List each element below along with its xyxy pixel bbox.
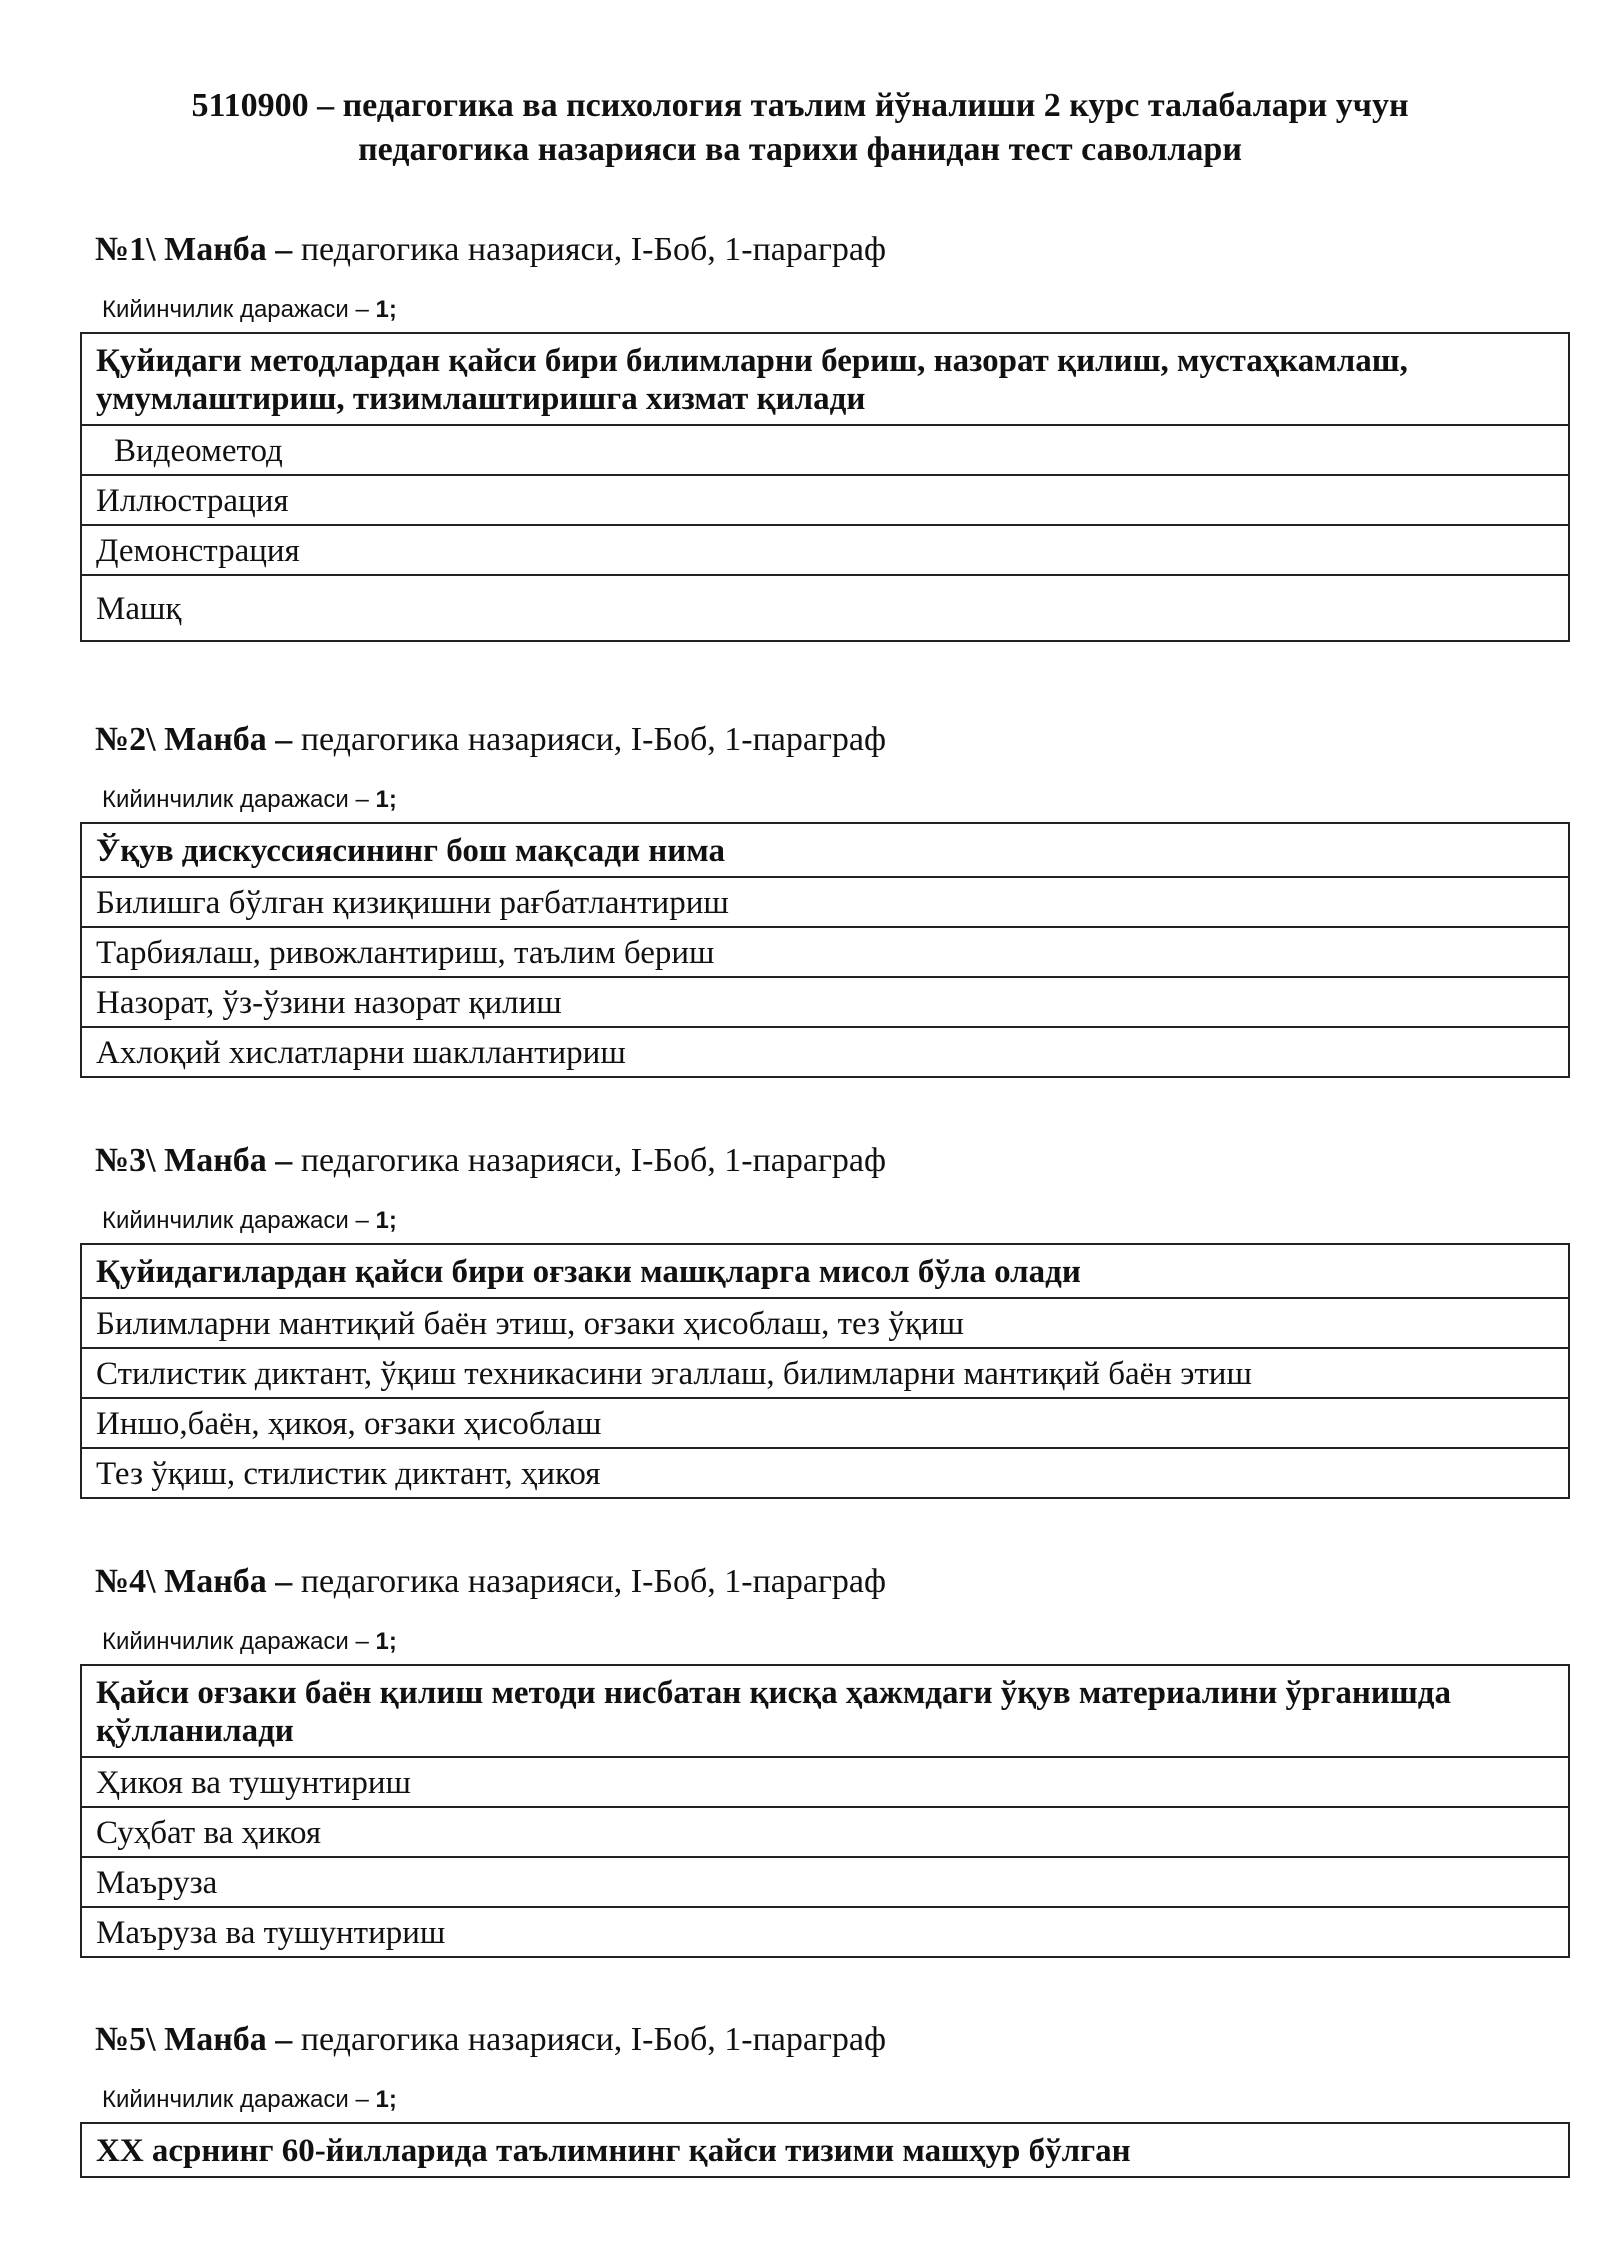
answer-option: Машқ: [82, 574, 1568, 640]
source-text: педагогика назарияси, I-Боб, 1-параграф: [300, 1142, 887, 1179]
question-table: [80, 1664, 1570, 1958]
question-number: №5\: [95, 2021, 156, 2058]
question-text: Ўқув дискуссиясининг бош мақсади нима: [96, 833, 726, 869]
difficulty-label: Кийинчилик даражаси –: [102, 786, 369, 813]
question-header: [80, 230, 1570, 270]
difficulty-label: Кийинчилик даражаси –: [102, 1207, 369, 1234]
title-line-2: педагогика назарияси ва тарихи фанидан тест саволлари: [358, 131, 1242, 168]
question-table: [80, 2122, 1570, 2178]
source-text: педагогика назарияси, I-Боб, 1-параграф: [300, 231, 887, 268]
answer-option: Ҳикоя ва тушунтириш: [82, 1756, 1568, 1806]
difficulty-line: [80, 1207, 1570, 1235]
answer-option: Тез ўқиш, стилистик диктант, ҳикоя: [82, 1447, 1568, 1497]
answer-option: Тарбиялаш, ривожлантириш, таълим бериш: [82, 926, 1568, 976]
document-title: [0, 84, 1600, 172]
question-number: №4\: [95, 1563, 156, 1600]
source-label: Манба –: [164, 231, 293, 268]
difficulty-value: 1;: [375, 1207, 397, 1234]
answer-option: Билишга бўлган қизиқишни рағбатлантириш: [82, 876, 1568, 926]
source-label: Манба –: [164, 1563, 293, 1600]
answer-option: Видеометод: [82, 424, 1568, 474]
difficulty-label: Кийинчилик даражаси –: [102, 296, 369, 323]
answer-option: Маъруза ва тушунтириш: [82, 1906, 1568, 1956]
answer-option: Иншо,баён, ҳикоя, оғзаки ҳисоблаш: [82, 1397, 1568, 1447]
answer-option: Иллюстрация: [82, 474, 1568, 524]
source-label: Манба –: [164, 2021, 293, 2058]
answer-option: Маъруза: [82, 1856, 1568, 1906]
question-number: №3\: [95, 1142, 156, 1179]
question-block-3: [80, 1141, 1570, 1499]
source-text: педагогика назарияси, I-Боб, 1-параграф: [300, 721, 887, 758]
difficulty-line: [80, 2086, 1570, 2114]
difficulty-value: 1;: [375, 786, 397, 813]
question-header: [80, 720, 1570, 760]
question-block-1: [80, 230, 1570, 642]
question-header: [80, 1562, 1570, 1602]
question-block-4: [80, 1562, 1570, 1958]
answer-option: Ахлоқий хислатларни шакллантириш: [82, 1026, 1568, 1076]
question-table: [80, 822, 1570, 1078]
title-line-1: 5110900 – педагогика ва психология таълим йўналиши 2 курс талабалари учун: [191, 87, 1409, 124]
source-label: Манба –: [164, 721, 293, 758]
source-text: педагогика назарияси, I-Боб, 1-параграф: [300, 2021, 887, 2058]
question-text: Қайси оғзаки баён қилиш методи нисбатан қисқа ҳажмдаги ўқув материалини ўрганишда қўлланилади: [96, 1675, 1451, 1749]
difficulty-line: [80, 1628, 1570, 1656]
answer-option: Стилистик диктант, ўқиш техникасини эгаллаш, билимларни мантиқий баён этиш: [82, 1347, 1568, 1397]
difficulty-label: Кийинчилик даражаси –: [102, 1628, 369, 1655]
question-table: [80, 332, 1570, 642]
question-text: XX асрнинг 60-йилларида таълимнинг қайси тизими машҳур бўлган: [96, 2133, 1131, 2169]
question-block-2: [80, 720, 1570, 1078]
answer-option: Суҳбат ва ҳикоя: [82, 1806, 1568, 1856]
question-table: [80, 1243, 1570, 1499]
answer-option: Назорат, ўз-ўзини назорат қилиш: [82, 976, 1568, 1026]
question-number: №2\: [95, 721, 156, 758]
source-text: педагогика назарияси, I-Боб, 1-параграф: [300, 1563, 887, 1600]
answer-option: Демонстрация: [82, 524, 1568, 574]
source-label: Манба –: [164, 1142, 293, 1179]
difficulty-value: 1;: [375, 296, 397, 323]
question-header: [80, 2020, 1570, 2060]
difficulty-label: Кийинчилик даражаси –: [102, 2086, 369, 2113]
difficulty-value: 1;: [375, 1628, 397, 1655]
question-text: Қуйидагилардан қайси бири оғзаки машқларга мисол бўла олади: [96, 1254, 1081, 1290]
question-number: №1\: [95, 231, 156, 268]
difficulty-line: [80, 786, 1570, 814]
answer-option: Билимларни мантиқий баён этиш, оғзаки ҳисоблаш, тез ўқиш: [82, 1297, 1568, 1347]
question-header: [80, 1141, 1570, 1181]
difficulty-line: [80, 296, 1570, 324]
question-block-5: [80, 2020, 1570, 2178]
question-text: Қуйидаги методлардан қайси бири билимларни бериш, назорат қилиш, мустаҳкамлаш, умумлаштириш, тизимлаштиришга хизмат қилади: [96, 343, 1408, 417]
difficulty-value: 1;: [375, 2086, 397, 2113]
